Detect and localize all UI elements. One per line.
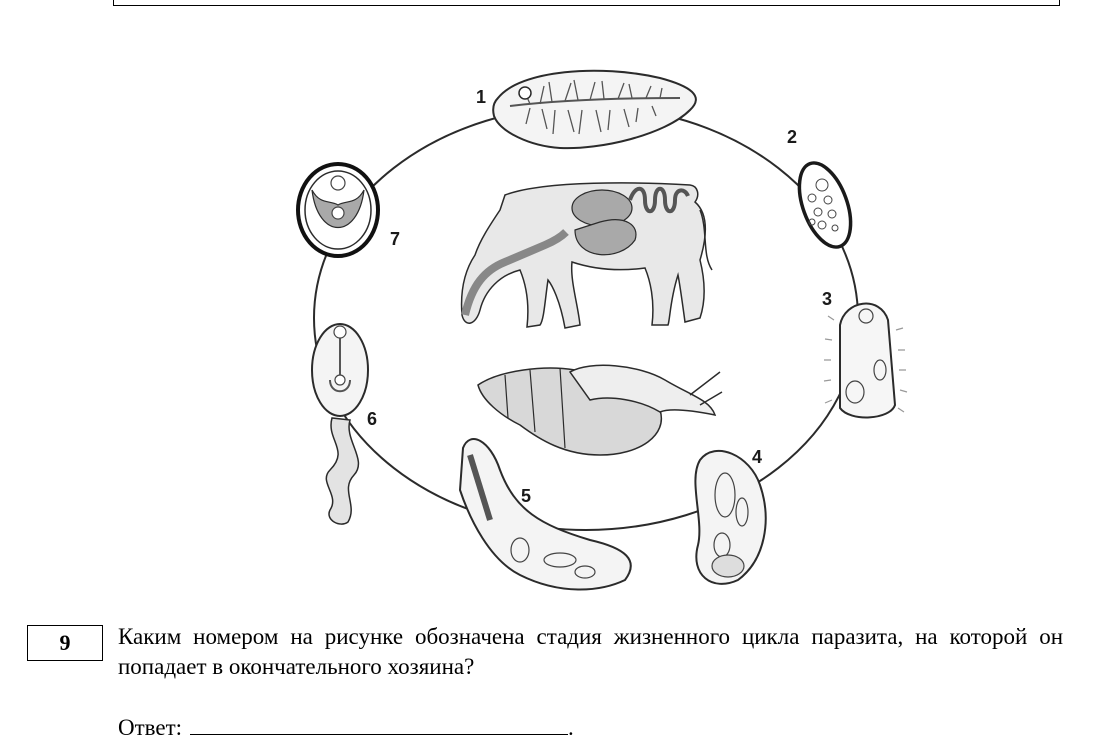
stage-label-3: 3 [822, 289, 833, 309]
stage-label-1: 1 [476, 87, 487, 107]
stage-6-cercaria-image [312, 324, 368, 524]
snail-intermediate-host-image [478, 365, 722, 455]
stage-7-adolescaria-image [298, 164, 378, 256]
life-cycle-ring [314, 106, 858, 530]
task-number-box [27, 625, 103, 661]
stage-label-2: 2 [787, 127, 798, 147]
task-number: 9 [59, 630, 71, 655]
stage-label-7: 7 [390, 229, 401, 249]
answer-blank[interactable] [190, 712, 568, 735]
stage-1-adult-fluke-image [493, 71, 696, 148]
stage-4-sporocyst-image [695, 451, 765, 584]
answer-label: Ответ: [118, 715, 183, 740]
answer-row [118, 712, 574, 743]
cow-final-host-image [462, 183, 712, 328]
stage-label-5: 5 [521, 486, 532, 506]
stage-label-6: 6 [367, 409, 378, 429]
stage-5-redia-image [460, 439, 631, 589]
question-text: Каким номером на рисунке обозначена стадия жизненного цикла паразита, на которой он попадает в окончательного хозяина? [118, 624, 1063, 679]
stage-2-egg-image [789, 156, 860, 254]
stage-label-4: 4 [752, 447, 763, 467]
answer-period: . [568, 715, 574, 740]
